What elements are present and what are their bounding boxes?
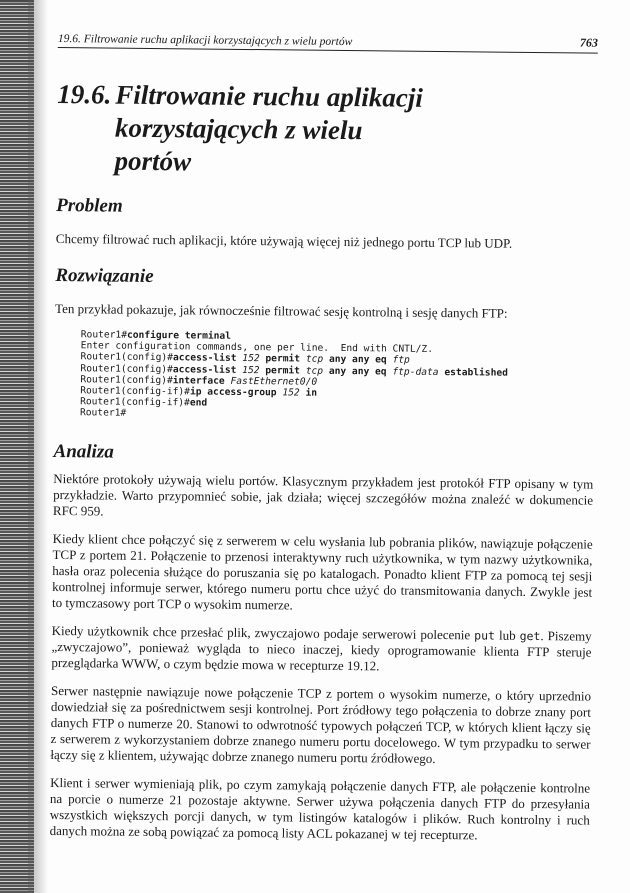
code-prompt: Router1#	[80, 329, 128, 341]
running-head-title: 19.6. Filtrowanie ruchu aplikacji korzystających z wielu portów	[57, 32, 353, 49]
analysis-paragraph-3	[51, 623, 591, 677]
code-prompt: Router1(config-if)#	[80, 396, 190, 409]
problem-text: Chcemy filtrować ruch aplikacji, które używają więcej niż jednego portu TCP lub UDP.	[55, 230, 513, 251]
code-prompt: Router1(config)#	[80, 362, 173, 375]
code-command: in	[305, 387, 318, 399]
solution-text: Ten przykład pokazuje, jak równocześnie filtrować sesję kontrolną i sesję danych FTP:	[55, 300, 508, 321]
code-arg: 152	[242, 353, 260, 365]
code-arg: ftp-data	[392, 366, 439, 378]
code-prompt: Router1#	[79, 407, 127, 420]
analysis-paragraph-4: Serwer następnie nawiązuje nowe połączenie TCP z portem o wysokim numerze, o który uprzednio dowiedział się za pośrednictwem sesji kontrolnej. Port źródłowy tego połączenia to dobrze znany port danych FTP o numerze 20. Stanowi to odwrotność typowych połączeń TCP, w których klient łączy się z serwerem z wykorzystaniem dobrze znanego numeru portu docelowego. W tym przypadku to serwer łączy się z klientem, używając dobrze znanego numeru portu źródłowego.	[50, 682, 592, 766]
code-arg: tcp	[305, 365, 324, 377]
code-prompt: Router1(config)#	[80, 374, 173, 387]
code-arg: 152	[242, 364, 260, 376]
section-title	[56, 78, 597, 183]
page-number: 763	[579, 35, 598, 50]
analysis-p3-text-b: lub	[498, 627, 516, 643]
code-command: established	[444, 366, 508, 379]
code-listing	[80, 329, 595, 424]
section-number: 19.6.	[57, 78, 112, 110]
solution-heading: Rozwiązanie	[55, 264, 154, 288]
code-prompt: Router1(config-if)#	[80, 385, 191, 398]
analysis-p3-text-a: Kiedy użytkownik chce przesłać plik, zwyczajowo podaje serwerowi polecenie	[51, 622, 471, 642]
code-command: any any eq	[328, 354, 387, 366]
inline-code-get: get	[519, 628, 541, 643]
code-command: ip access-group	[189, 386, 277, 399]
code-command: access-list	[172, 363, 237, 376]
code-command: permit	[265, 364, 301, 377]
code-command: end	[189, 397, 208, 409]
section-title-text: Filtrowanie ruchu aplikacji korzystających z wielu portów	[114, 79, 424, 177]
analysis-paragraph-1: Niektóre protokoły używają wielu portów. Klasycznym przykładem jest protokół FTP opisany w tym przykładzie. Warto przypomnieć sobie, jak działa; więcej szczegółów można znaleźć w dokumencie RFC 959.	[52, 470, 594, 519]
analysis-p3-text-c: . Piszemy „zwyczajowo”, ponieważ wygląda to nieco inaczej, kiedy oprogramowanie klienta FTP steruje przeglądarka WWW, o czym będzie mowa w recepturze 19.12.	[51, 627, 592, 674]
inline-code-put: put	[474, 628, 496, 643]
code-arg: 152	[282, 387, 300, 399]
code-arg: tcp	[305, 354, 324, 366]
code-line-2: Enter configuration commands, one per line. End with CNTL/Z.	[80, 340, 434, 356]
code-prompt: Router1(config)#	[80, 351, 174, 364]
code-command: interface	[172, 375, 225, 387]
code-command: configure terminal	[126, 329, 232, 342]
book-page	[50, 30, 598, 844]
code-command: access-list	[172, 352, 237, 365]
code-arg: FastEthernet0/0	[230, 375, 318, 388]
code-command: any any eq	[328, 365, 387, 378]
gutter-fade	[28, 0, 48, 893]
problem-heading: Problem	[56, 194, 123, 217]
code-command: permit	[265, 353, 301, 365]
analysis-heading: Analiza	[53, 440, 114, 463]
running-head	[58, 30, 598, 54]
analysis-paragraph-5: Klient i serwer wymieniają plik, po czym zamykają połączenie danych FTP, ale połączenie kontrolne na porcie o numerze 21 pozostaje aktywne. Serwer używa połączenia danych FTP do przesyłania wszystkich większych porcji danych, w tym listingów katalogów i plików. Ruch kontrolny i ruch danych można ze sobą powiązać za pomocą listy ACL pokazanej w tej recepturze.	[49, 774, 591, 843]
code-arg: ftp	[392, 354, 410, 367]
analysis-paragraph-2: Kiedy klient chce połączyć się z serwerem w celu wysłania lub pobrania plików, nawiązuje połączenie TCP z portem 21. Połączenie to przenosi interaktywny ruch użytkownika, w tym nazwy użytkownika, hasła oraz polecenia służące do poruszania się po katalogach. Ponadto klient FTP za pomocą tej sesji kontrolnej informuje serwer, którego numeru portu chce użyć do transmitowania danych. Zwykle jest to tymczasowy port TCP o wysokim numerze.	[51, 530, 593, 613]
